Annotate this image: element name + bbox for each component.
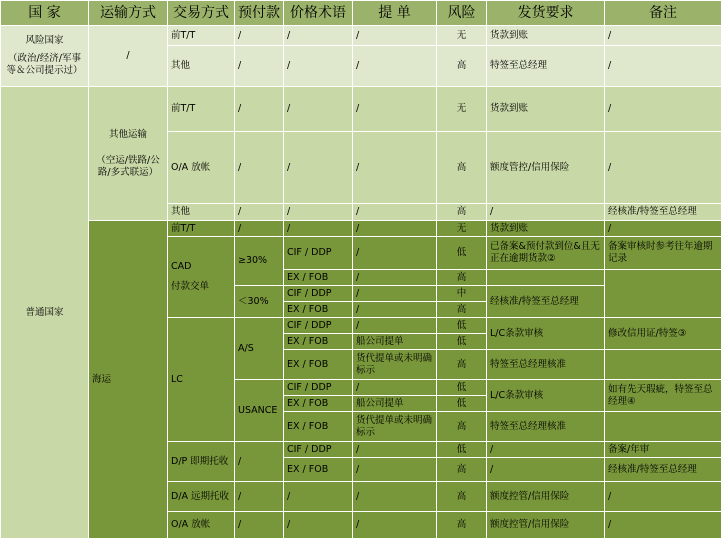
- price-cell: /: [284, 87, 353, 132]
- advance-cell: /: [235, 132, 284, 204]
- price-cell: CIF / DDP: [284, 286, 353, 302]
- risk-cell: 无: [437, 26, 487, 46]
- risk-cell: 低: [437, 237, 487, 270]
- remark-cell: [605, 412, 721, 442]
- risk-cell: 高: [437, 270, 487, 286]
- remark-cell: /: [605, 482, 721, 512]
- price-cell: EX / FOB: [284, 412, 353, 442]
- advance-over30-cell: ≥30%: [235, 237, 284, 286]
- remark-cell: 经核准/特签至总经理: [605, 458, 721, 482]
- req-cell: 已备案&预付款到位&且无正在逾期货款②: [487, 237, 605, 270]
- price-cell: /: [284, 46, 353, 87]
- req-cell: 额度控管/信用保险: [487, 512, 605, 539]
- as-advance-cell: A/S: [235, 318, 284, 380]
- bol-cell: /: [353, 46, 437, 87]
- risk-cell: 低: [437, 442, 487, 458]
- price-cell: EX / FOB: [284, 458, 353, 482]
- advance-cell: /: [235, 221, 284, 237]
- risk-cell: 高: [437, 302, 487, 318]
- req-cell: 特签至总经理: [487, 46, 605, 87]
- req-cell: 额度控管/信用保险: [487, 482, 605, 512]
- risk-cell: 中: [437, 286, 487, 302]
- remark-cell: /: [605, 132, 721, 204]
- bol-cell: /: [353, 26, 437, 46]
- req-cell: L/C条款审核: [487, 380, 605, 412]
- bol-cell: /: [353, 512, 437, 539]
- advance-cell: /: [235, 87, 284, 132]
- trade-cell: 前T/T: [168, 221, 235, 237]
- dp-trade-cell: D/P 即期托收: [168, 442, 235, 482]
- req-cell: 额度管控/信用保险: [487, 132, 605, 204]
- header-row: [1, 1, 721, 26]
- risk-cell: 高: [437, 132, 487, 204]
- price-cell: /: [284, 204, 353, 221]
- risk-country-note: （政治/经济/军事等＆公司提示过）: [6, 53, 83, 76]
- price-cell: /: [284, 221, 353, 237]
- bol-cell: /: [353, 237, 437, 270]
- price-cell: EX / FOB: [284, 350, 353, 380]
- risk-cell: 高: [437, 512, 487, 539]
- risk-cell: 低: [437, 396, 487, 412]
- header-trade: 交易方式: [168, 1, 235, 26]
- req-cell: L/C条款审核: [487, 318, 605, 350]
- header-country: 国 家: [1, 1, 89, 26]
- price-cell: CIF / DDP: [284, 442, 353, 458]
- remark-cell: 经核准/特签至总经理: [605, 204, 721, 221]
- req-cell: 货款到账: [487, 221, 605, 237]
- remark-cell: /: [605, 221, 721, 237]
- risk-country-label: 风险国家: [25, 35, 64, 46]
- bol-cell: /: [353, 270, 437, 286]
- remark-cell: 备案审核时参考往年逾期记录: [605, 237, 721, 270]
- req-cell: 特签至总经理核准: [487, 350, 605, 380]
- risk-country-cell: [1, 26, 89, 87]
- remark-cell: [605, 350, 721, 380]
- bol-cell: /: [353, 286, 437, 302]
- remark-cell: /: [605, 87, 721, 132]
- header-bill-of-lading: 提 单: [353, 1, 437, 26]
- price-cell: EX / FOB: [284, 270, 353, 286]
- req-cell: /: [487, 458, 605, 482]
- advance-cell: /: [235, 482, 284, 512]
- bol-cell: /: [353, 318, 437, 334]
- header-price-term: 价格术语: [284, 1, 353, 26]
- risk-cell: 高: [437, 46, 487, 87]
- header-remark: 备注: [605, 1, 721, 26]
- remark-cell: /: [605, 46, 721, 87]
- risk-cell: 无: [437, 87, 487, 132]
- trade-cell: O/A 放帐: [168, 512, 235, 539]
- price-cell: /: [284, 512, 353, 539]
- advance-cell: /: [235, 204, 284, 221]
- req-cell: /: [487, 204, 605, 221]
- normal-country-cell: 普通国家: [1, 87, 89, 539]
- bol-cell: /: [353, 458, 437, 482]
- req-cell: [487, 270, 605, 286]
- bol-cell: /: [353, 482, 437, 512]
- trade-cell: D/A 远期托收: [168, 482, 235, 512]
- bol-cell: /: [353, 87, 437, 132]
- risk-transport-cell: /: [89, 26, 168, 87]
- bol-cell: 船公司提单: [353, 396, 437, 412]
- price-cell: /: [284, 482, 353, 512]
- bol-cell: 船公司提单: [353, 334, 437, 350]
- other-transport-cell: [89, 87, 168, 221]
- cad-label: CAD: [171, 261, 192, 272]
- remark-cell: 备案/年审: [605, 442, 721, 458]
- bol-cell: /: [353, 132, 437, 204]
- header-shipping-req: 发货要求: [487, 1, 605, 26]
- bol-cell: /: [353, 380, 437, 396]
- dp-advance-cell: /: [235, 442, 284, 482]
- bol-cell: /: [353, 221, 437, 237]
- bol-cell: 货代提单或未明确标示: [353, 350, 437, 380]
- risk-cell: 低: [437, 318, 487, 334]
- risk-cell: 低: [437, 380, 487, 396]
- remark-cell: /: [605, 512, 721, 539]
- bol-cell: /: [353, 442, 437, 458]
- advance-cell: /: [235, 46, 284, 87]
- header-transport: 运输方式: [89, 1, 168, 26]
- risk-cell: 高: [437, 458, 487, 482]
- table-row: [1, 26, 721, 46]
- req-cell: 特签至总经理核准: [487, 412, 605, 442]
- other-transport-note: （空运/铁路/公路/多式联运）: [96, 154, 160, 178]
- req-cell: 货款到账: [487, 26, 605, 46]
- price-cell: EX / FOB: [284, 334, 353, 350]
- bol-cell: /: [353, 204, 437, 221]
- advance-under30-cell: ＜30%: [235, 286, 284, 318]
- remark-cell: 如有先天瑕疵，特签至总经理④: [605, 380, 721, 412]
- bol-cell: /: [353, 302, 437, 318]
- risk-cell: 无: [437, 221, 487, 237]
- trade-cell: 其他: [168, 204, 235, 221]
- risk-cell: 高: [437, 204, 487, 221]
- trade-cell: 前T/T: [168, 26, 235, 46]
- trade-cell: 其他: [168, 46, 235, 87]
- req-cell: 货款到账: [487, 87, 605, 132]
- bol-cell: 货代提单或未明确标示: [353, 412, 437, 442]
- cad-trade-cell: [168, 237, 235, 318]
- risk-cell: 低: [437, 334, 487, 350]
- risk-cell: 高: [437, 350, 487, 380]
- price-cell: EX / FOB: [284, 302, 353, 318]
- risk-cell: 高: [437, 482, 487, 512]
- remark-cell: 修改信用证/特签③: [605, 318, 721, 350]
- price-cell: CIF / DDP: [284, 318, 353, 334]
- sea-transport-cell: 海运: [89, 221, 168, 539]
- risk-cell: 高: [437, 412, 487, 442]
- other-transport-label: 其他运输: [108, 128, 147, 140]
- lc-trade-cell: LC: [168, 318, 235, 442]
- advance-cell: /: [235, 26, 284, 46]
- table-row: [1, 87, 721, 132]
- trade-cell: O/A 放帐: [168, 132, 235, 204]
- cad-sub-label: 付款交单: [171, 281, 210, 292]
- price-cell: CIF / DDP: [284, 237, 353, 270]
- req-cell: 经核准/特签至总经理: [487, 286, 605, 318]
- header-advance: 预付款: [235, 1, 284, 26]
- trade-cell: 前T/T: [168, 87, 235, 132]
- price-cell: /: [284, 132, 353, 204]
- usance-advance-cell: USANCE: [235, 380, 284, 442]
- header-risk: 风险: [437, 1, 487, 26]
- req-cell: /: [487, 442, 605, 458]
- remark-cell: [605, 270, 721, 318]
- table-row: [1, 221, 721, 237]
- price-cell: EX / FOB: [284, 396, 353, 412]
- advance-cell: /: [235, 512, 284, 539]
- price-cell: CIF / DDP: [284, 380, 353, 396]
- remark-cell: /: [605, 26, 721, 46]
- price-cell: /: [284, 26, 353, 46]
